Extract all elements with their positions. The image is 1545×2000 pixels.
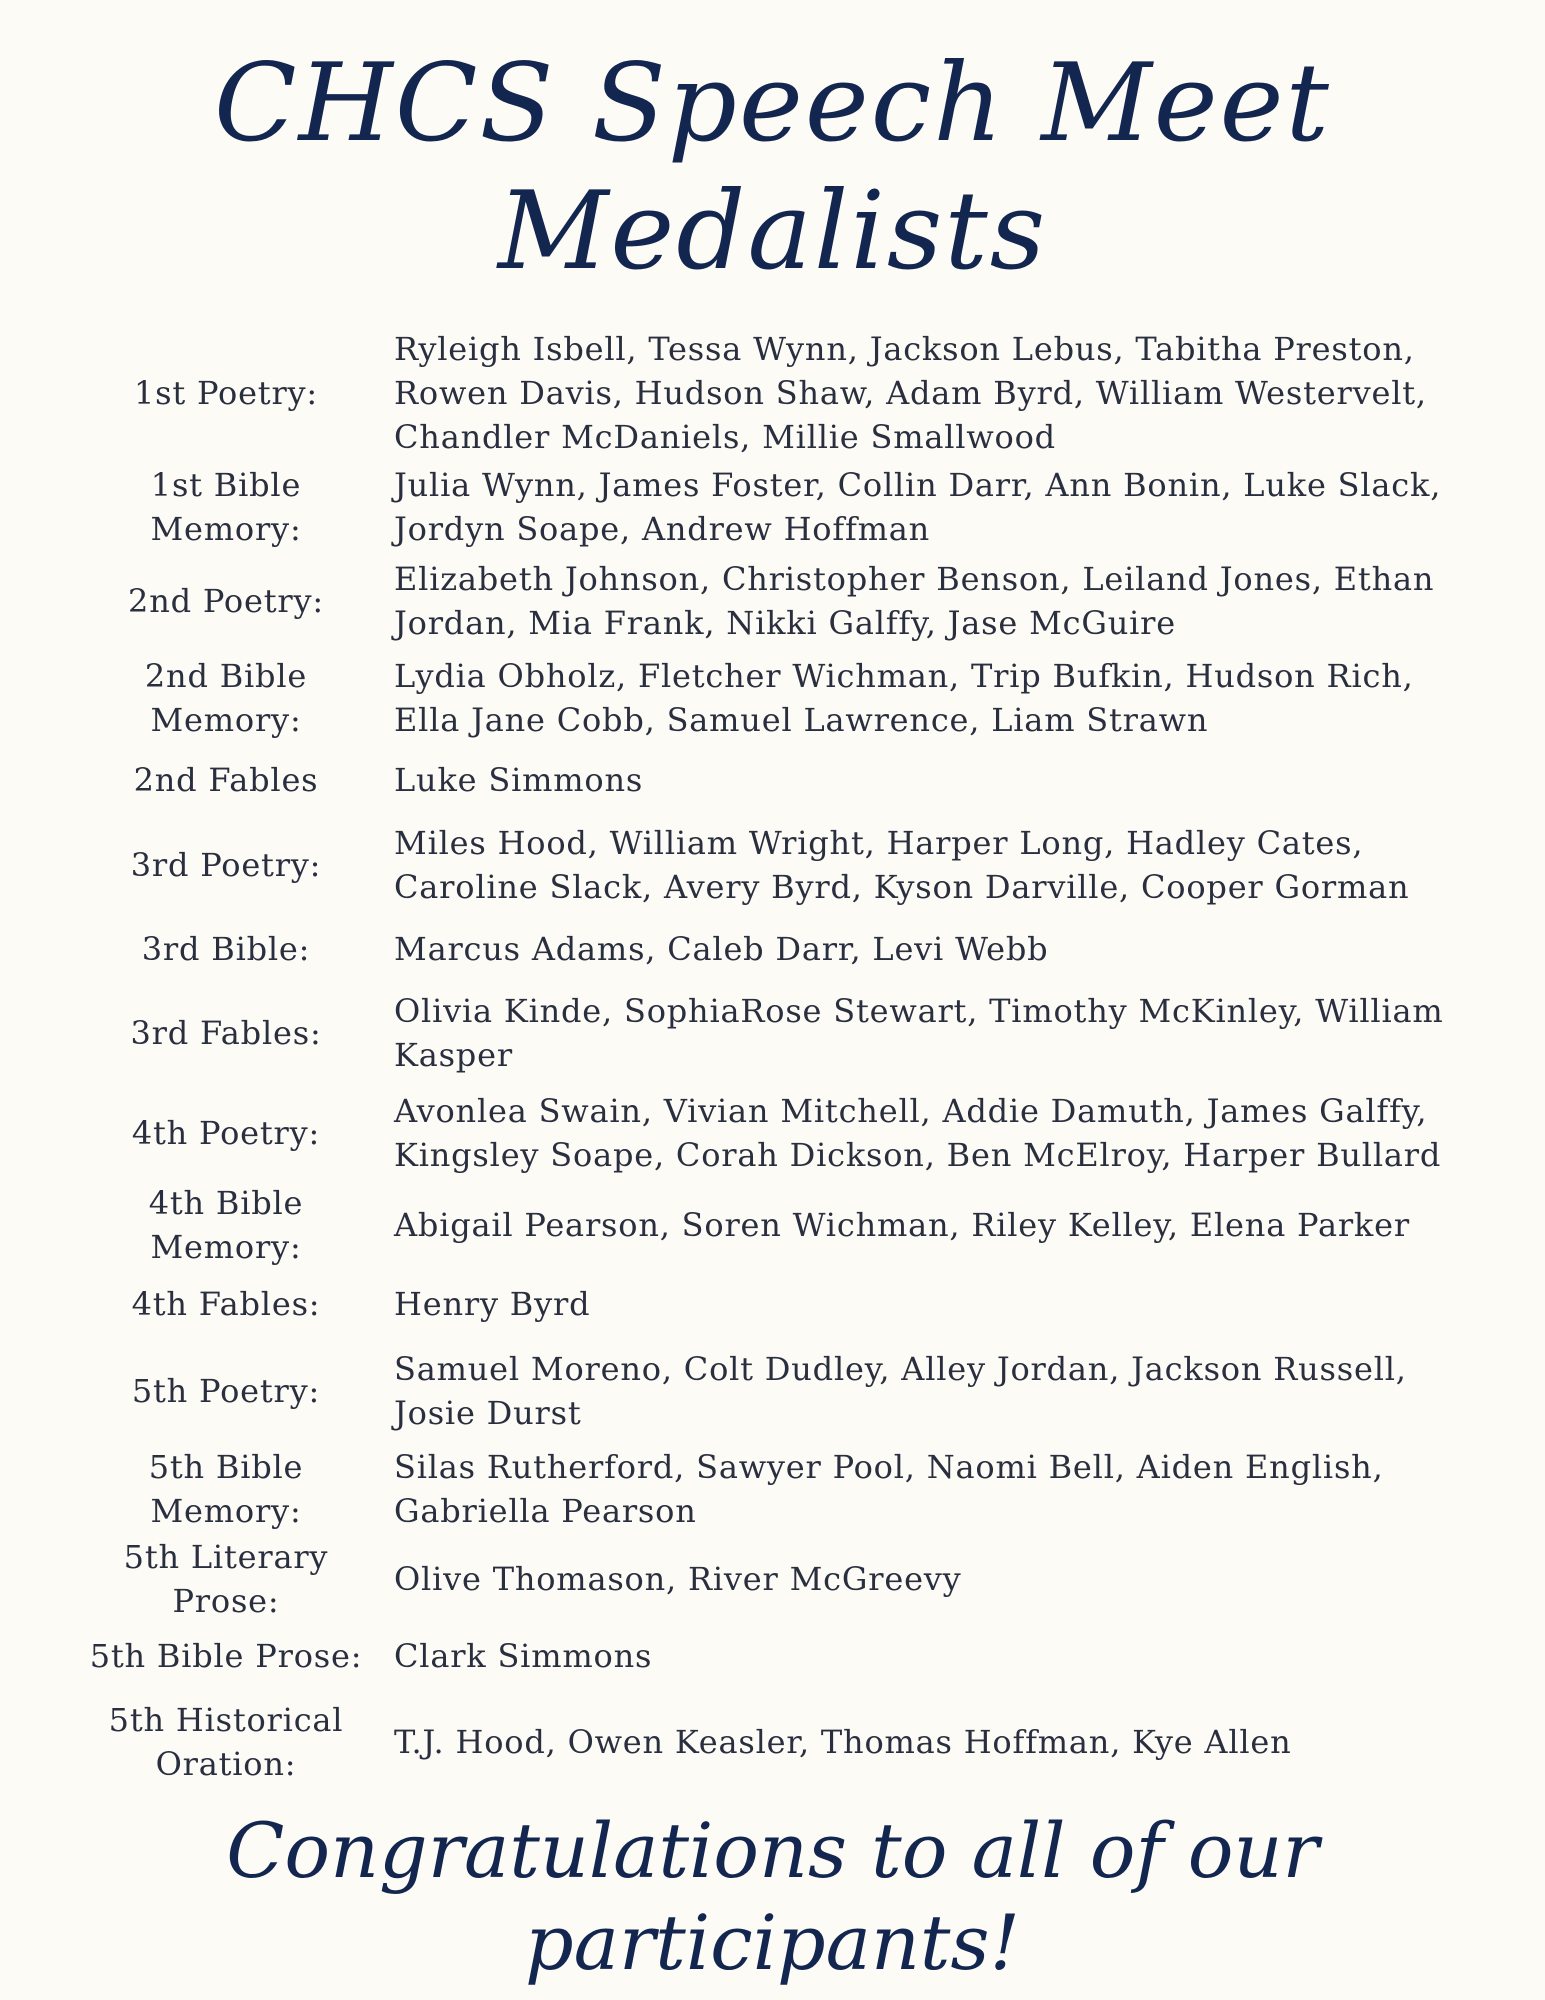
category-label: 2nd Fables xyxy=(133,761,319,799)
medalist-names: Avonlea Swain, Vivian Mitchell, Addie Damuth, James Galffy, Kingsley Soape, Corah Dickson, Ben McElroy, Harper Bullard xyxy=(394,1092,1442,1174)
medalist-names: Clark Simmons xyxy=(394,1637,653,1675)
category-label: 3rd Fables: xyxy=(130,1014,322,1052)
medalist-names: Julia Wynn, James Foster, Collin Darr, Ann Bonin, Luke Slack, Jordyn Soape, Andrew Hoffman xyxy=(394,466,1442,548)
medalist-names: Ryleigh Isbell, Tessa Wynn, Jackson Lebus, Tabitha Preston, Rowen Davis, Hudson Shaw, Adam Byrd, William Westervelt, Chandler McDaniels, Millie Smallwood xyxy=(394,330,1427,456)
page-title xyxy=(0,40,1545,296)
footer-line-2: participants! xyxy=(524,1898,1020,1987)
medalist-row xyxy=(70,747,1490,813)
medalist-row xyxy=(70,1623,1490,1689)
medalist-row xyxy=(70,461,1490,553)
medalist-row xyxy=(70,1339,1490,1443)
medalist-names: Henry Byrd xyxy=(394,1285,591,1323)
medalist-row xyxy=(70,1535,1490,1623)
title-line-1: CHCS Speech Meet xyxy=(214,41,1331,166)
medalist-row xyxy=(70,917,1490,981)
medalist-names: Luke Simmons xyxy=(394,761,644,799)
category-label: 1st Poetry: xyxy=(133,374,319,412)
medalist-row xyxy=(70,1269,1490,1339)
medalist-row xyxy=(70,1443,1490,1535)
medalist-names: Silas Rutherford, Sawyer Pool, Naomi Bell, Aiden English, Gabriella Pearson xyxy=(394,1448,1384,1530)
medalist-names: Olive Thomason, River McGreevy xyxy=(394,1560,962,1598)
footer-line-1: Congratulations to all of our xyxy=(226,1806,1319,1895)
category-label: 5th Literary Prose: xyxy=(123,1538,329,1620)
medalist-names: Elizabeth Johnson, Christopher Benson, Leiland Jones, Ethan Jordan, Mia Frank, Nikki Galffy, Jase McGuire xyxy=(394,560,1435,642)
medalist-row xyxy=(70,649,1490,747)
category-label: 5th Historical Oration: xyxy=(108,1701,344,1783)
medalist-names: Olivia Kinde, SophiaRose Stewart, Timothy McKinley, William Kasper xyxy=(394,992,1444,1074)
category-label: 1st Bible Memory: xyxy=(150,466,302,548)
category-label: 5th Poetry: xyxy=(131,1372,321,1410)
category-label: 4th Poetry: xyxy=(131,1114,321,1152)
medalist-row xyxy=(70,325,1490,461)
medalist-names: Samuel Moreno, Colt Dudley, Alley Jordan, Jackson Russell, Josie Durst xyxy=(394,1350,1407,1432)
category-label: 5th Bible Prose: xyxy=(89,1637,363,1675)
medalist-list xyxy=(70,325,1490,1795)
category-label: 3rd Poetry: xyxy=(130,846,322,884)
medalist-names: Marcus Adams, Caleb Darr, Levi Webb xyxy=(394,930,1049,968)
medalist-names: Miles Hood, William Wright, Harper Long, Hadley Cates, Caroline Slack, Avery Byrd, Kyson Darville, Cooper Gorman xyxy=(394,824,1410,906)
medalist-names: Lydia Obholz, Fletcher Wichman, Trip Bufkin, Hudson Rich, Ella Jane Cobb, Samuel Lawrence, Liam Strawn xyxy=(394,657,1414,739)
medalist-row xyxy=(70,981,1490,1085)
category-label: 3rd Bible: xyxy=(141,930,311,968)
congratulations-message xyxy=(0,1805,1545,1989)
category-label: 2nd Poetry: xyxy=(128,582,324,620)
medalist-row xyxy=(70,553,1490,649)
category-label: 4th Bible Memory: xyxy=(148,1184,304,1266)
category-label: 2nd Bible Memory: xyxy=(144,657,308,739)
category-label: 4th Fables: xyxy=(131,1285,321,1323)
category-label: 5th Bible Memory: xyxy=(148,1448,304,1530)
medalist-names: T.J. Hood, Owen Keasler, Thomas Hoffman, Kye Allen xyxy=(394,1723,1292,1761)
medalist-row xyxy=(70,1181,1490,1269)
medalist-row xyxy=(70,1085,1490,1181)
medalist-row xyxy=(70,1689,1490,1795)
medalist-names: Abigail Pearson, Soren Wichman, Riley Kelley, Elena Parker xyxy=(394,1206,1410,1244)
medalist-row xyxy=(70,813,1490,917)
title-line-2: Medalists xyxy=(497,169,1048,294)
